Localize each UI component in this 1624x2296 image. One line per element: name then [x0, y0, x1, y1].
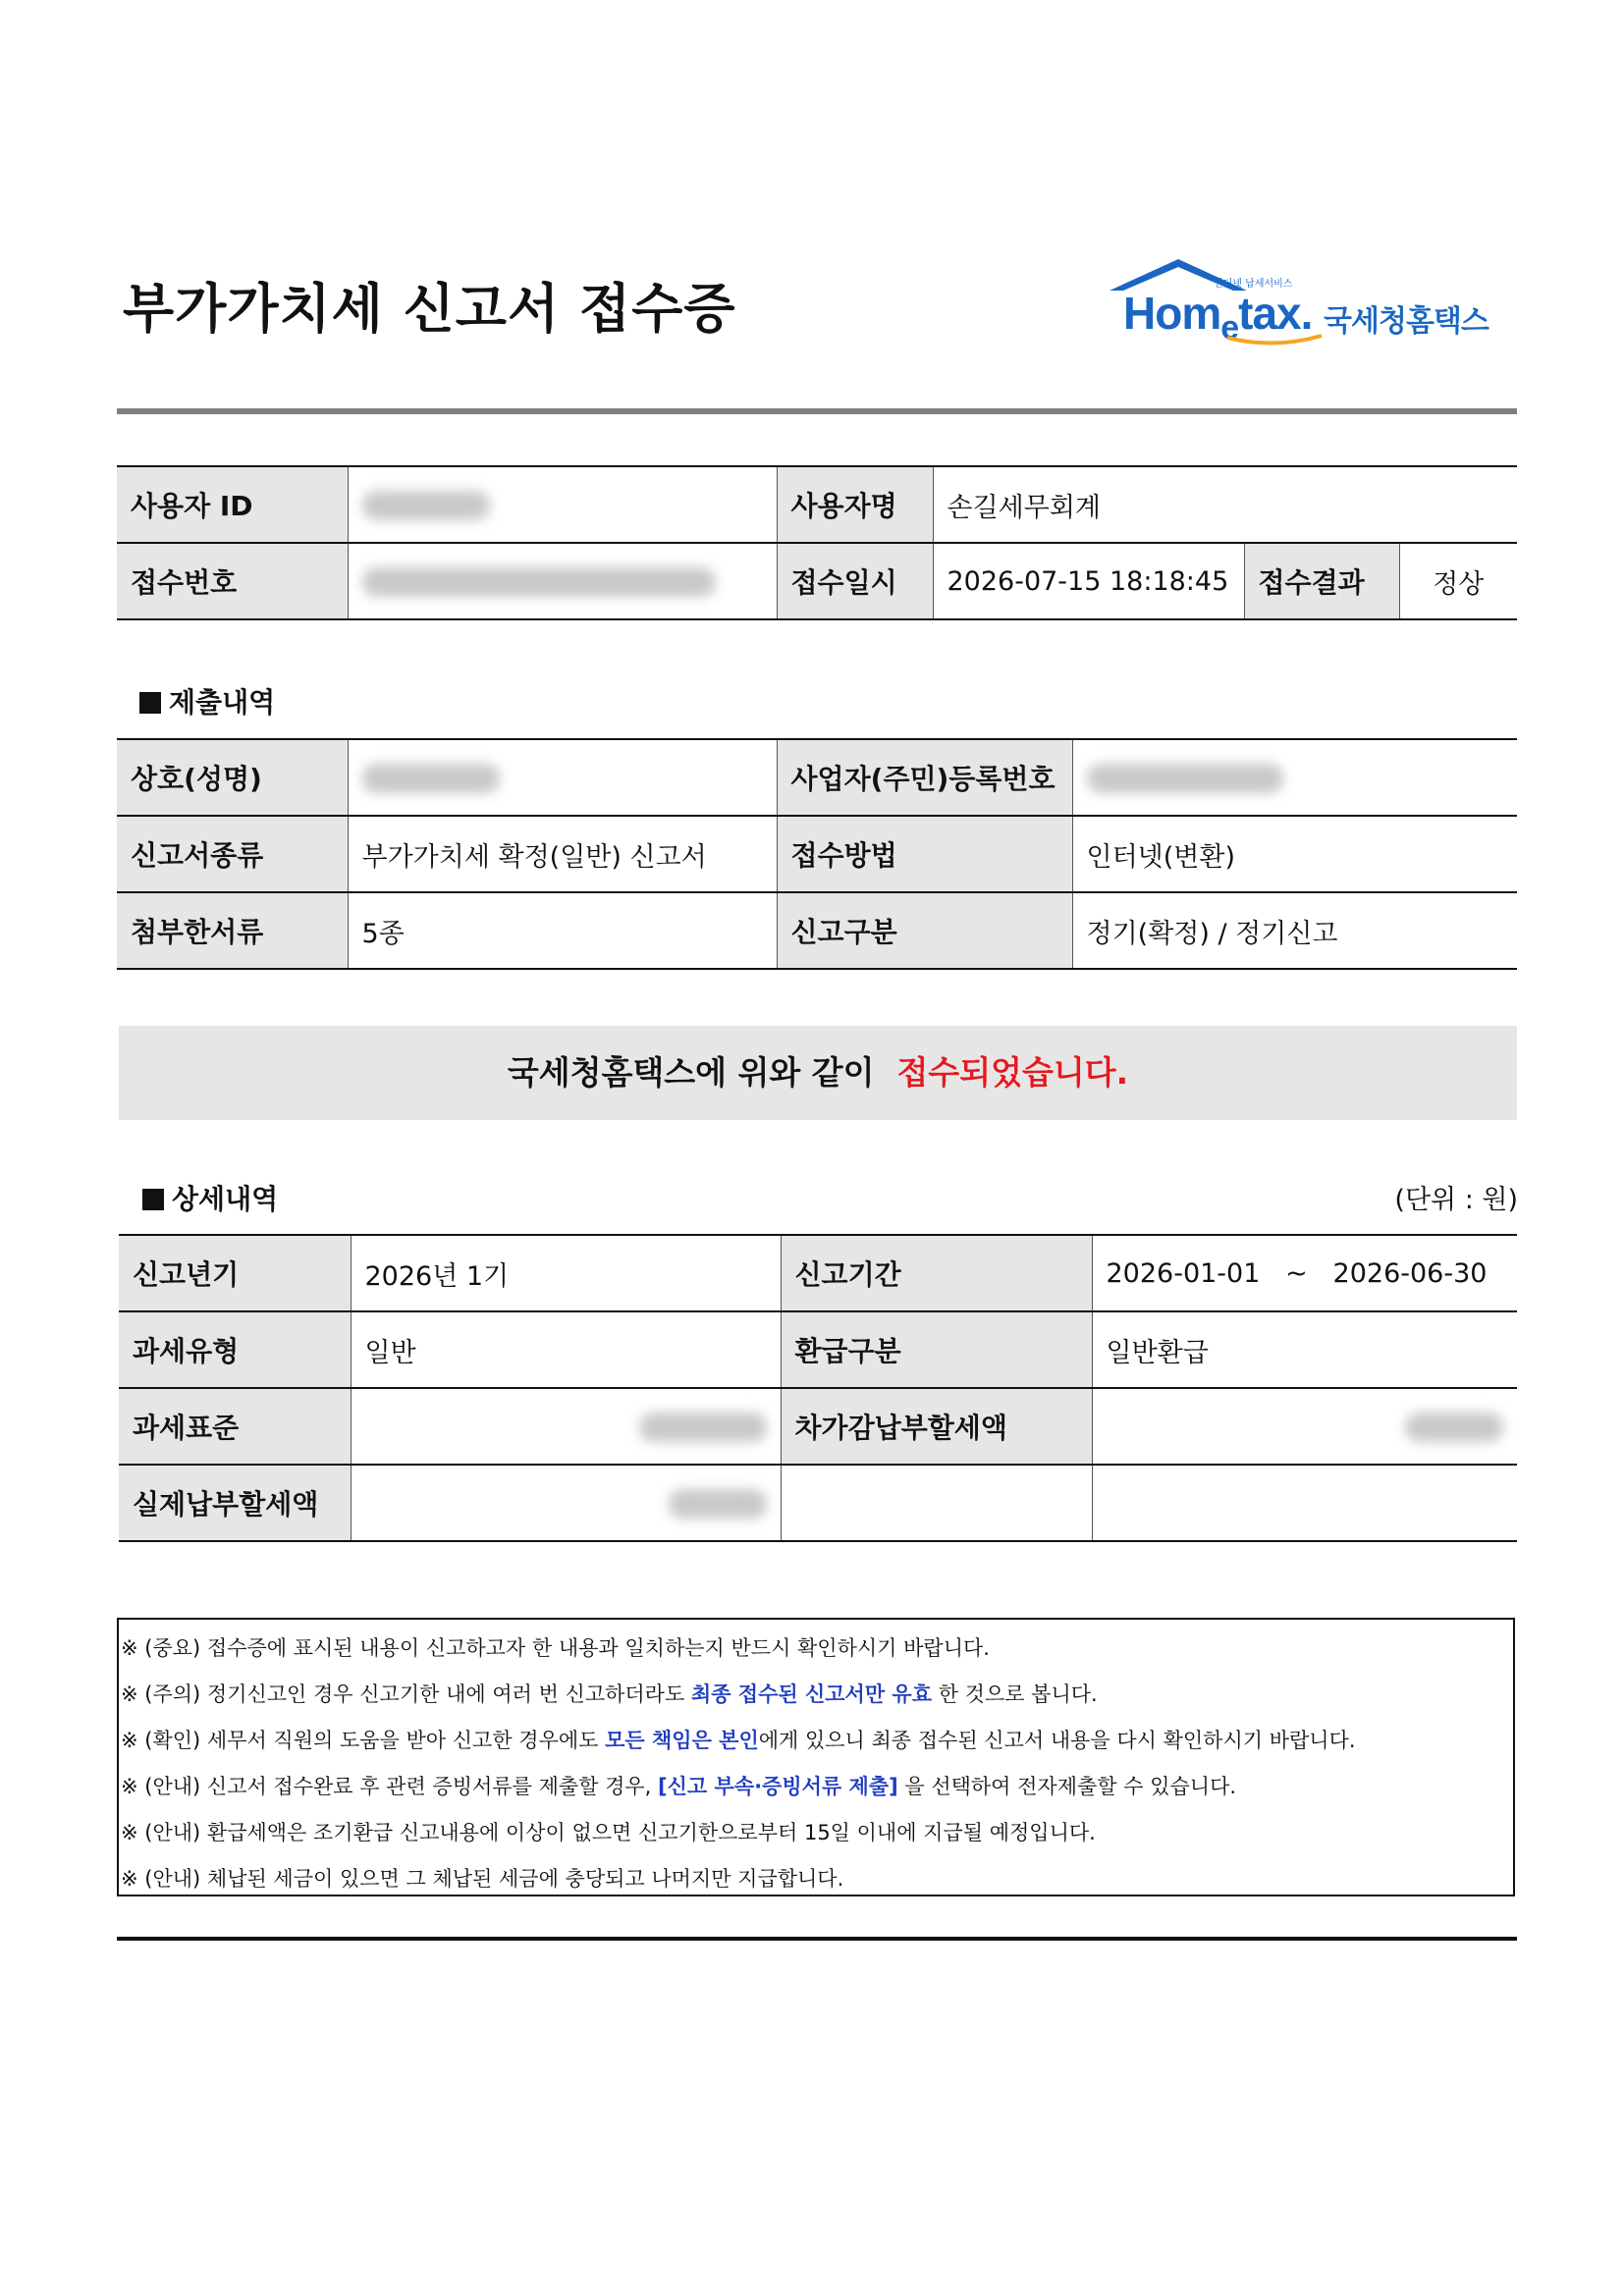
- report-period-term-label: 신고년기: [119, 1235, 351, 1311]
- receipt-number-value-redacted: [348, 543, 777, 619]
- detail-heading: 상세내역: [142, 1178, 278, 1217]
- notice-line: ※ (안내) 체납된 세금이 있으면 그 체납된 세금에 충당되고 나머지만 지급합니다.: [121, 1867, 844, 1891]
- bottom-divider: [117, 1937, 1517, 1941]
- notice-line: ※ (안내) 신고서 접수완료 후 관련 증빙서류를 제출할 경우, [신고 부속·증빙서류 제출] 을 선택하여 전자제출할 수 있습니다.: [121, 1775, 1237, 1798]
- user-name-value: 손길세무회계: [933, 466, 1517, 543]
- tax-base-value-redacted: [351, 1388, 781, 1465]
- document-title: 부가가치세 신고서 접수증: [123, 278, 736, 340]
- refund-type-value: 일반환급: [1092, 1311, 1517, 1388]
- receipt-result-value: 정상: [1399, 543, 1517, 619]
- user-id-value-redacted: [348, 466, 777, 543]
- unit-label: (단위 : 원): [1394, 1185, 1518, 1215]
- company-name-value-redacted: [348, 739, 777, 816]
- empty-cell: [1092, 1465, 1517, 1541]
- actual-payable-tax-label: 실제납부할세액: [119, 1465, 351, 1541]
- detail-table: [119, 1234, 1517, 1542]
- user-id-label: 사용자 ID: [117, 466, 348, 543]
- top-divider: [117, 408, 1517, 414]
- tax-type-label: 과세유형: [119, 1311, 351, 1388]
- user-info-table: [117, 465, 1517, 620]
- attachments-value: 5종: [348, 892, 777, 969]
- refund-type-label: 환급구분: [781, 1311, 1092, 1388]
- payable-tax-label: 차가감납부할세액: [781, 1388, 1092, 1465]
- receipt-result-label: 접수결과: [1244, 543, 1399, 619]
- tax-type-value: 일반: [351, 1311, 781, 1388]
- company-name-label: 상호(성명): [117, 739, 348, 816]
- notice-line: ※ (확인) 세무서 직원의 도움을 받아 신고한 경우에도 모든 책임은 본인에게 있으니 최종 접수된 신고서 내용을 다시 확인하시기 바랍니다.: [121, 1729, 1356, 1752]
- receipt-time-label: 접수일시: [777, 543, 933, 619]
- report-category-value: 정기(확정) / 정기신고: [1072, 892, 1517, 969]
- report-period-value: 2026-01-01 ~ 2026-06-30: [1092, 1235, 1517, 1311]
- logo-tagline: 인터넷 납세서비스: [1214, 279, 1293, 290]
- logo-korean-name: 국세청홈택스: [1324, 304, 1489, 339]
- notices-box: [117, 1618, 1515, 1896]
- hometax-logo: [1108, 257, 1490, 355]
- tax-base-label: 과세표준: [119, 1388, 351, 1465]
- registration-number-value-redacted: [1072, 739, 1517, 816]
- receipt-method-value: 인터넷(변환): [1072, 816, 1517, 892]
- square-bullet-icon: [139, 692, 161, 714]
- notice-line: ※ (중요) 접수증에 표시된 내용이 신고하고자 한 내용과 일치하는지 반드시 확인하시기 바랍니다.: [121, 1636, 990, 1660]
- logo-swoosh-icon: [1225, 334, 1324, 347]
- report-period-label: 신고기간: [781, 1235, 1092, 1311]
- submission-table: [117, 738, 1517, 970]
- payable-tax-value-redacted: [1092, 1388, 1517, 1465]
- confirmation-highlight: 접수되었습니다.: [896, 1053, 1129, 1092]
- receipt-number-label: 접수번호: [117, 543, 348, 619]
- empty-cell: [781, 1465, 1092, 1541]
- notice-line: ※ (안내) 환급세액은 조기환급 신고내용에 이상이 없으면 신고기한으로부터 15일 이내에 지급될 예정입니다.: [121, 1821, 1096, 1844]
- actual-payable-tax-value-redacted: [351, 1465, 781, 1541]
- notice-line: ※ (주의) 정기신고인 경우 신고기한 내에 여러 번 신고하더라도 최종 접수된 신고서만 유효 한 것으로 봅니다.: [121, 1682, 1098, 1706]
- receipt-confirmation-banner: 국세청홈택스에 위와 같이 접수되었습니다.: [119, 1026, 1517, 1120]
- report-type-label: 신고서종류: [117, 816, 348, 892]
- registration-number-label: 사업자(주민)등록번호: [777, 739, 1072, 816]
- logo-wordmark: Hom$_e$tax.: [1123, 288, 1313, 347]
- report-period-term-value: 2026년 1기: [351, 1235, 781, 1311]
- report-type-value: 부가가치세 확정(일반) 신고서: [348, 816, 777, 892]
- report-category-label: 신고구분: [777, 892, 1072, 969]
- attachments-label: 첨부한서류: [117, 892, 348, 969]
- receipt-time-value: 2026-07-15 18:18:45: [933, 543, 1244, 619]
- square-bullet-icon: [142, 1189, 164, 1210]
- receipt-method-label: 접수방법: [777, 816, 1072, 892]
- user-name-label: 사용자명: [777, 466, 933, 543]
- submission-heading: 제출내역: [139, 681, 275, 721]
